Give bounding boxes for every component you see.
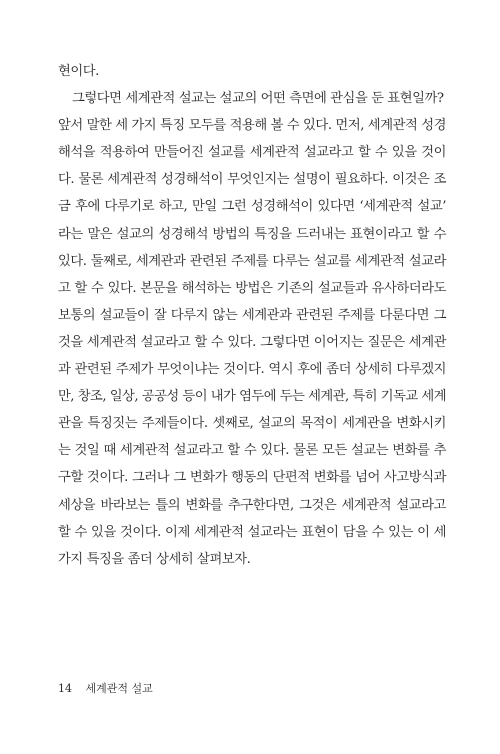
text-line: 과 관련된 주제가 무엇이냐는 것이다. 역시 후에 좀더 상세히 다루겠지	[58, 362, 446, 378]
body-text	[58, 58, 446, 573]
text-line: 해석을 적용하여 만들어진 설교를 세계관적 설교라고 할 수 있을 것이	[58, 145, 446, 161]
text-line: 구할 것이다. 그러나 그 변화가 행동의 단편적 변화를 넘어 사고방식과	[58, 470, 446, 486]
page-number: 14	[58, 682, 72, 695]
paragraph-first-line: 그렇다면 세계관적 설교는 설교의 어떤 측면에 관심을 둔 표현일까?	[72, 91, 444, 107]
text-line: 고 할 수 있다. 본문을 해석하는 방법은 기존의 설교들과 유사하더라도	[58, 280, 446, 296]
text-line: 금 후에 다루기로 하고, 만일 그런 성경해석이 있다면 ‘세계관적 설교’	[58, 199, 446, 215]
text-line: 만, 창조, 일상, 공공성 등이 내가 염두에 두는 세계관, 특히 기독교 세계	[58, 389, 446, 405]
text-line: 앞서 말한 세 가지 특징 모두를 적용해 볼 수 있다. 먼저, 세계관적 성경	[58, 118, 446, 134]
text-line: 다. 물론 세계관적 성경해석이 무엇인지는 설명이 필요하다. 이것은 조	[58, 172, 446, 188]
text-line: 있다. 둘째로, 세계관과 관련된 주제를 다루는 설교를 세계관적 설교라	[58, 253, 446, 269]
text-line: 할 수 있을 것이다. 이제 세계관적 설교라는 표현이 담을 수 있는 이 세	[58, 524, 446, 540]
paragraph-last-line: 가지 특징을 좀더 상세히 살펴보자.	[58, 551, 251, 567]
text-line: 관을 특징짓는 주제들이다. 셋째로, 설교의 목적이 세계관을 변화시키	[58, 416, 446, 432]
page-footer	[58, 680, 153, 696]
text-line: 현이다.	[58, 64, 99, 79]
text-line: 것을 세계관적 설교라고 할 수 있다. 그렇다면 이어지는 질문은 세계관	[58, 334, 446, 350]
text-line: 라는 말은 설교의 성경해석 방법의 특징을 드러내는 표현이라고 할 수	[58, 226, 446, 242]
text-line: 는 것일 때 세계관적 설교라고 할 수 있다. 물론 모든 설교는 변화를 추	[58, 443, 446, 459]
text-line: 세상을 바라보는 틀의 변화를 추구한다면, 그것은 세계관적 설교라고	[58, 497, 446, 513]
running-title: 세계관적 설교	[85, 682, 153, 695]
text-line: 보통의 설교들이 잘 다루지 않는 세계관과 관련된 주제를 다룬다면 그	[58, 307, 446, 323]
